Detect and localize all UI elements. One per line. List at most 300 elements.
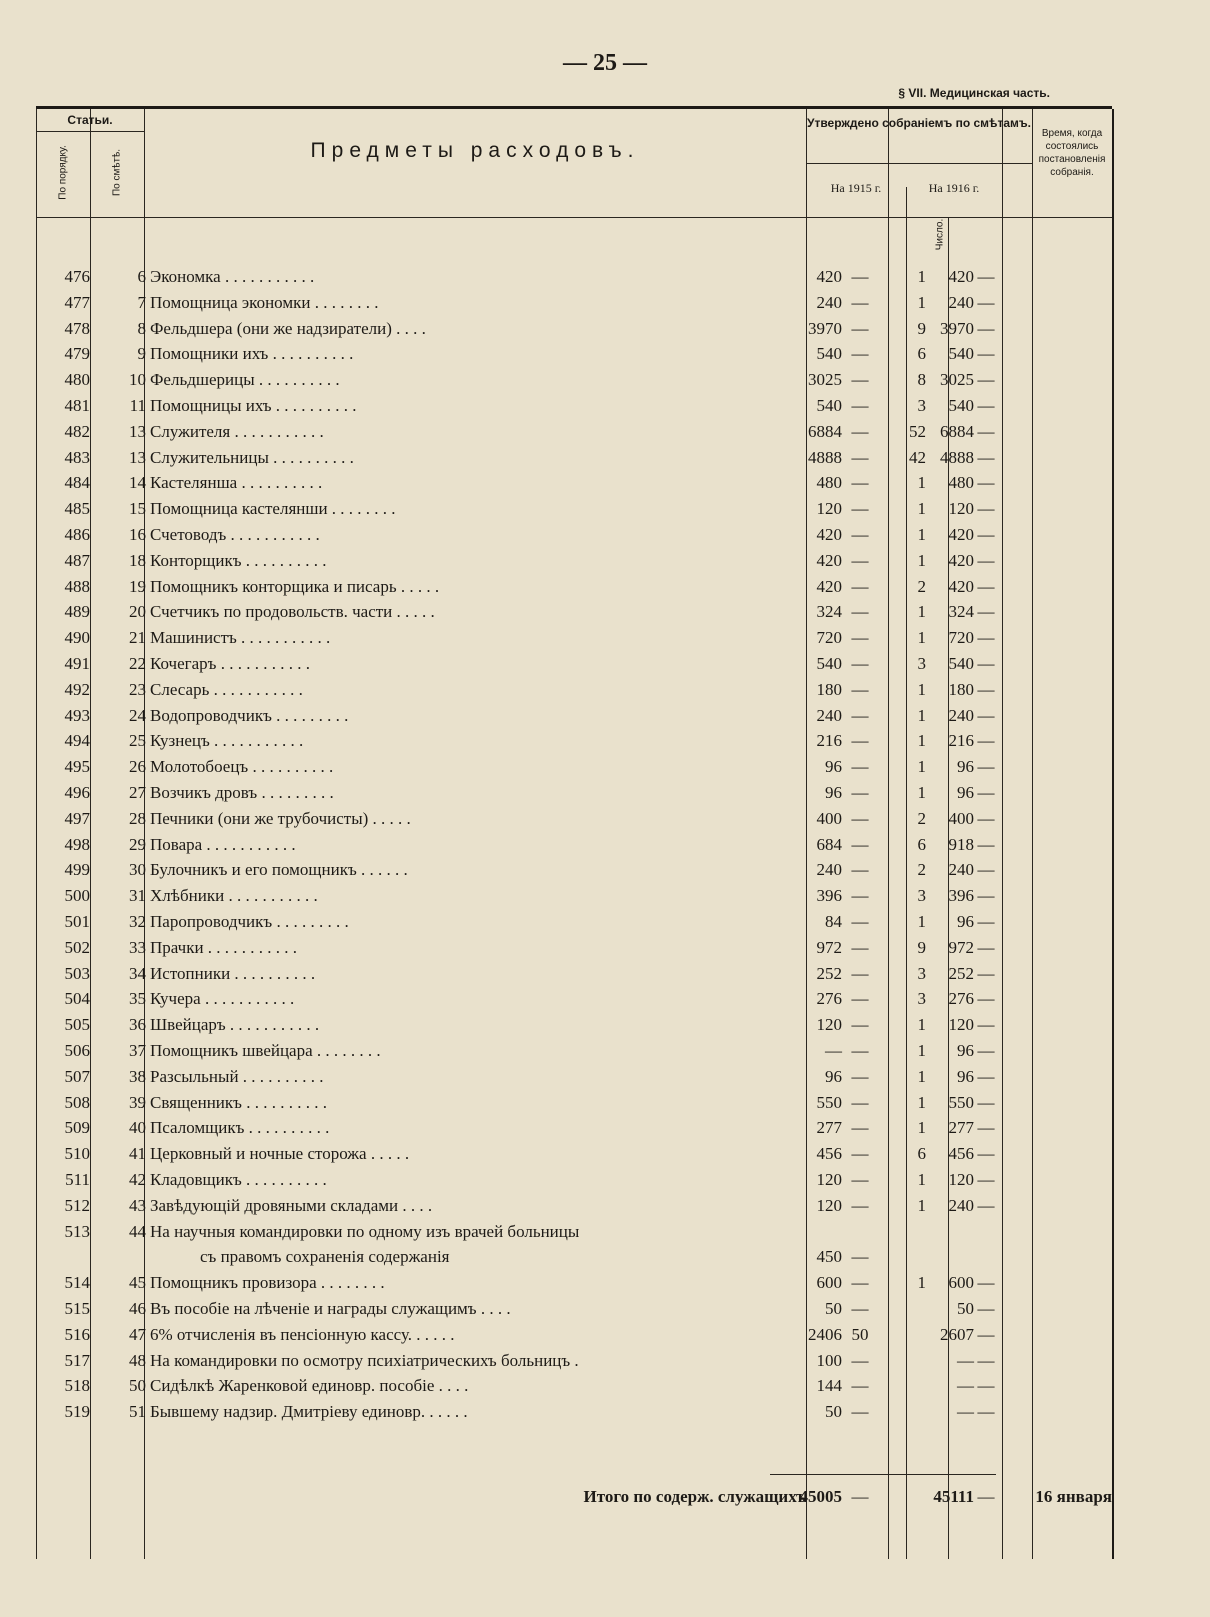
kopecks-1916: — (977, 1118, 995, 1138)
kopecks-1916: — (977, 292, 995, 312)
amount-1915: 972 (816, 937, 842, 957)
estimate-number: 29 (129, 834, 146, 854)
kopecks-1915: — (851, 292, 869, 312)
row-number: 493 (64, 705, 90, 725)
kopecks-1915: 50 (851, 1324, 869, 1344)
item-name: Помощницы ихъ . . . . . . . . . . (150, 396, 357, 415)
staff-count: 8 (917, 370, 926, 390)
amount-1916: 972 (948, 937, 974, 957)
row-number: 479 (64, 344, 90, 364)
item-name: Служителя . . . . . . . . . . . (150, 421, 324, 441)
table-row (36, 1348, 1112, 1374)
amount-1916: 540 (948, 654, 974, 673)
amount-1915: 276 (816, 989, 842, 1009)
amount-1915: 277 (816, 1118, 842, 1138)
row-number: 490 (64, 628, 90, 648)
table-row (36, 316, 1112, 342)
amount-1916: 324 (948, 602, 974, 622)
row-number: 506 (64, 1041, 90, 1060)
staff-count: 1 (917, 679, 926, 699)
kopecks-1916: — (977, 654, 995, 673)
kopecks-1916: — (977, 525, 995, 544)
table-row (36, 1270, 1112, 1296)
row-number: 512 (64, 1195, 90, 1215)
amount-1916: 400 (948, 808, 974, 828)
header-time: Время, когда состоялись постановленія собранія. (1038, 128, 1106, 178)
row-number: 499 (64, 860, 90, 880)
staff-count: 1 (917, 499, 926, 519)
estimate-number: 37 (129, 1041, 146, 1060)
table-row (36, 728, 1112, 754)
kopecks-1916: — (977, 679, 995, 699)
row-line (36, 131, 144, 132)
table-row (36, 341, 1112, 367)
amount-1916: 216 (948, 731, 974, 751)
staff-count: 52 (909, 421, 926, 441)
amount-1916: 180 (948, 679, 974, 699)
amount-1916: 50 (957, 1299, 974, 1318)
kopecks-1915: — (851, 421, 869, 441)
kopecks-1915: — (851, 1299, 869, 1318)
row-number: 497 (64, 808, 90, 828)
estimate-number: 8 (137, 318, 146, 338)
kopecks-1915: — (851, 344, 869, 364)
item-name: Сидѣлкѣ Жаренковой единовр. пособіе . . . . (150, 1376, 469, 1396)
estimate-number: 19 (129, 576, 146, 596)
amount-1916: 252 (948, 963, 974, 983)
row-number: 518 (64, 1376, 90, 1396)
kopecks-1916: — (977, 344, 995, 364)
header-bottom-line (36, 217, 1112, 218)
item-name: Прачки . . . . . . . . . . . (150, 937, 298, 957)
staff-count: 1 (917, 473, 926, 493)
amount-1915: 456 (816, 1144, 842, 1164)
header-year-1916: На 1916 г. (928, 181, 980, 195)
kopecks-1915: — (851, 886, 869, 906)
row-number: 505 (64, 1015, 90, 1035)
estimate-number: 25 (129, 731, 146, 751)
amount-1915: 3025 (808, 370, 842, 390)
row-number: 501 (64, 912, 90, 931)
amount-1916: 96 (957, 783, 974, 802)
kopecks-1915: — (851, 1015, 869, 1035)
item-name: Счетоводъ . . . . . . . . . . . (150, 525, 320, 544)
amount-1916: 540 (948, 396, 974, 415)
table-row (36, 470, 1112, 496)
amount-1915: 96 (825, 1066, 842, 1086)
kopecks-1915: — (851, 1273, 869, 1293)
item-name: Швейцаръ . . . . . . . . . . . (150, 1015, 320, 1035)
amount-1915: 120 (816, 499, 842, 519)
row-number: 507 (64, 1066, 90, 1086)
estimate-number: 7 (137, 292, 146, 312)
staff-count: 1 (917, 912, 926, 931)
kopecks-1916: — (977, 1092, 995, 1112)
table-row (36, 754, 1112, 780)
kopecks-1915: — (851, 1066, 869, 1086)
table-row (36, 1373, 1112, 1399)
amount-1916: 600 (948, 1273, 974, 1293)
total-1915: 45005 (799, 1487, 842, 1506)
estimate-number: 45 (129, 1273, 146, 1293)
staff-count: 1 (917, 1015, 926, 1035)
kopecks-1916: — (977, 989, 995, 1009)
table-row (36, 677, 1112, 703)
staff-count: 3 (917, 963, 926, 983)
kopecks-1915: — (851, 499, 869, 519)
table-row (36, 806, 1112, 832)
total-rule (770, 1474, 996, 1475)
kopecks-1916: — (977, 473, 995, 493)
kopecks-1916: — (977, 860, 995, 880)
estimate-number: 51 (129, 1402, 146, 1422)
estimate-number: 35 (129, 989, 146, 1009)
estimate-number: 16 (129, 525, 146, 544)
amount-1915: 2406 (808, 1324, 842, 1344)
kopecks-1915: — (851, 654, 869, 673)
table-row (36, 1296, 1112, 1322)
estimate-number: 10 (129, 370, 146, 390)
table-row (36, 393, 1112, 419)
amount-1915: 540 (816, 396, 842, 415)
staff-count: 1 (917, 267, 926, 286)
kopecks-1916: — (977, 1299, 995, 1318)
staff-count: 1 (917, 292, 926, 312)
kopecks-1916: — (977, 1402, 995, 1422)
item-name: На командировки по осмотру психіатрическихъ больницъ . (150, 1350, 579, 1370)
staff-count: 1 (917, 525, 926, 544)
page-number: — 25 — (563, 50, 647, 76)
item-name: Экономка . . . . . . . . . . . (150, 267, 315, 286)
amount-1916: 3025 (940, 370, 974, 390)
staff-count: 3 (917, 654, 926, 673)
kopecks-1916: — (977, 499, 995, 519)
row-number: 477 (64, 292, 90, 312)
staff-count: 1 (917, 705, 926, 725)
estimate-number: 22 (129, 654, 146, 673)
amount-1916: 240 (948, 1195, 974, 1215)
estimate-number: 48 (129, 1350, 146, 1370)
estimate-number: 11 (129, 396, 146, 415)
row-number: 494 (64, 731, 90, 751)
row-number: 486 (64, 525, 90, 544)
row-number: 481 (64, 396, 90, 415)
item-name: На научныя командировки по одному изъ врачей больницы (150, 1221, 580, 1241)
kopecks-1916: — (977, 1066, 995, 1086)
staff-count: 3 (917, 886, 926, 906)
row-number: 492 (64, 679, 90, 699)
header-po-poryadku: По порядку. (57, 145, 69, 200)
row-number: 509 (64, 1118, 90, 1138)
table-row (36, 1141, 1112, 1167)
kopecks-1916: — (977, 757, 995, 777)
total-row (36, 1484, 1112, 1510)
table-row (36, 1399, 1112, 1425)
table-row (36, 857, 1112, 883)
amount-1916: 120 (948, 1170, 974, 1189)
item-name: Молотобоецъ . . . . . . . . . . (150, 757, 334, 777)
estimate-number: 23 (129, 679, 146, 699)
staff-count: 1 (917, 602, 926, 622)
kopecks-1915: — (851, 1041, 869, 1060)
amount-1915: 240 (816, 860, 842, 880)
staff-count: 9 (917, 937, 926, 957)
kopecks-1915: — (851, 267, 869, 286)
kopecks-1915: — (851, 1247, 869, 1267)
table-row (36, 935, 1112, 961)
staff-count: 1 (917, 757, 926, 777)
table-row (36, 1322, 1112, 1348)
estimate-number: 43 (129, 1195, 146, 1215)
header-predmety: Предметы расходовъ. (310, 139, 640, 162)
table-row (36, 883, 1112, 909)
kopecks-1915: — (851, 525, 869, 544)
kopecks-1915: — (851, 370, 869, 390)
kopecks-1915: — (851, 963, 869, 983)
kopecks-1916: — (977, 834, 995, 854)
table-row (36, 1012, 1112, 1038)
kopecks-1915: — (851, 860, 869, 880)
amount-1916: 240 (948, 705, 974, 725)
amount-1915: 120 (816, 1170, 842, 1189)
kopecks-1916: — (977, 783, 995, 802)
kopecks-1915: — (851, 808, 869, 828)
row-number: 502 (64, 937, 90, 957)
staff-count: 2 (917, 860, 926, 880)
item-name: Булочникъ и его помощникъ . . . . . . (150, 860, 408, 880)
item-name: Бывшему надзир. Дмитріеву единовр. . . . . . (150, 1402, 468, 1422)
kopecks-1915: — (851, 447, 869, 467)
row-number: 487 (64, 550, 90, 570)
estimate-number: 44 (129, 1221, 146, 1241)
amount-1916: 540 (948, 344, 974, 364)
amount-1915: 252 (816, 963, 842, 983)
row-number: 495 (64, 757, 90, 777)
staff-count: 3 (917, 989, 926, 1009)
table-row (36, 961, 1112, 987)
row-number: 489 (64, 602, 90, 622)
amount-1915: 240 (816, 705, 842, 725)
staff-count: 1 (917, 1118, 926, 1138)
item-name: Завѣдующій дровяными складами . . . . (150, 1195, 433, 1215)
amount-1915: 540 (816, 344, 842, 364)
kopecks-1916: — (977, 1015, 995, 1035)
amount-1916: — (957, 1376, 974, 1396)
amount-1916: 96 (957, 1041, 974, 1060)
kopecks-1915: — (851, 473, 869, 493)
kopecks-1915: — (851, 705, 869, 725)
kopecks-1916: — (977, 602, 995, 622)
amount-1916: 276 (948, 989, 974, 1009)
kopecks-1915: — (851, 628, 869, 648)
amount-1915: 4888 (808, 447, 842, 467)
table-row (36, 1038, 1112, 1064)
amount-1915: 6884 (808, 421, 842, 441)
item-name: Возчикъ дровъ . . . . . . . . . (150, 783, 334, 802)
kopecks-1915: — (851, 834, 869, 854)
amount-1916: 96 (957, 912, 974, 931)
item-name: Служительницы . . . . . . . . . . (150, 447, 354, 467)
table-row (36, 986, 1112, 1012)
amount-1915: 50 (825, 1402, 842, 1422)
kopecks-1915: — (851, 318, 869, 338)
kopecks-1915: — (851, 602, 869, 622)
estimate-number: 33 (129, 937, 146, 957)
header-stati: Статьи. (67, 113, 113, 127)
item-name: Помощники ихъ . . . . . . . . . . (150, 344, 354, 364)
amount-1916: 277 (948, 1118, 974, 1138)
row-number: 504 (64, 989, 90, 1009)
row-number: 476 (64, 267, 90, 286)
estimate-number: 46 (129, 1299, 146, 1318)
kopecks-1916: — (977, 912, 995, 931)
row-number: 500 (64, 886, 90, 906)
kopecks-1915: — (851, 757, 869, 777)
amount-1915: 216 (816, 731, 842, 751)
kopecks-1916: — (977, 628, 995, 648)
item-name: Водопроводчикъ . . . . . . . . . (150, 705, 349, 725)
amount-1916: 420 (948, 576, 974, 596)
amount-1915: 100 (816, 1350, 842, 1370)
amount-1915: 120 (816, 1015, 842, 1035)
estimate-number: 50 (129, 1376, 146, 1396)
amount-1916: 720 (948, 628, 974, 648)
amount-1915: 450 (816, 1247, 842, 1267)
item-name: Помощникъ швейцара . . . . . . . . (150, 1041, 381, 1060)
amount-1915: 396 (816, 886, 842, 906)
amount-1915: 144 (816, 1376, 842, 1396)
estimate-number: 18 (129, 550, 146, 570)
kopecks-1915: — (851, 1402, 869, 1422)
kopecks-1915: — (851, 989, 869, 1009)
kopecks-1916: — (977, 1170, 995, 1189)
estimate-number: 26 (129, 757, 146, 777)
table-row (36, 651, 1112, 677)
total-label: Итого по содерж. служащихъ (583, 1487, 806, 1506)
item-name: Конторщикъ . . . . . . . . . . (150, 550, 327, 570)
table-row (36, 1115, 1112, 1141)
table-row (36, 780, 1112, 806)
estimate-number: 39 (129, 1092, 146, 1112)
amount-1915: 420 (816, 267, 842, 286)
kopecks-1915: — (851, 679, 869, 699)
kopecks-1915: — (851, 1350, 869, 1370)
amount-1915: 324 (816, 602, 842, 622)
estimate-number: 20 (129, 602, 146, 622)
item-name: Слесарь . . . . . . . . . . . (150, 679, 303, 699)
amount-1916: 550 (948, 1092, 974, 1112)
kopecks-1915: — (851, 576, 869, 596)
item-name: Кочегаръ . . . . . . . . . . . (150, 654, 310, 673)
total-1915-kop: — (851, 1487, 869, 1506)
item-name: Кузнецъ . . . . . . . . . . . (150, 731, 304, 751)
table-row (36, 548, 1112, 574)
table-row (36, 1167, 1112, 1193)
table-row (36, 625, 1112, 651)
amount-1916: 396 (948, 886, 974, 906)
kopecks-1916: — (977, 1041, 995, 1060)
estimate-number: 24 (129, 705, 146, 725)
amount-1915: 84 (825, 912, 842, 931)
amount-1915: 550 (816, 1092, 842, 1112)
kopecks-1915: — (851, 1144, 869, 1164)
estimate-number: 15 (129, 499, 146, 519)
header-approved: Утверждено собраніемъ по смѣтамъ. (807, 116, 1031, 130)
estimate-number: 31 (129, 886, 146, 906)
kopecks-1916: — (977, 447, 995, 467)
table-row (36, 419, 1112, 445)
kopecks-1916: — (977, 705, 995, 725)
kopecks-1916: — (977, 1350, 995, 1370)
table-row (36, 599, 1112, 625)
row-line (806, 163, 1032, 164)
kopecks-1916: — (977, 267, 995, 286)
staff-count: 42 (909, 447, 926, 467)
total-1916: 45111 (933, 1487, 974, 1506)
staff-count: 1 (917, 550, 926, 570)
item-name: съ правомъ сохраненія содержанія (200, 1247, 450, 1267)
item-name: Въ пособіе на лѣченіе и награды служащимъ . . . . (150, 1299, 511, 1318)
staff-count: 2 (917, 808, 926, 828)
staff-count: 1 (917, 1041, 926, 1060)
amount-1915: 3970 (808, 318, 842, 338)
row-number: 513 (64, 1221, 90, 1241)
staff-count: 1 (917, 1092, 926, 1112)
staff-count: 6 (917, 344, 926, 364)
table-row (36, 367, 1112, 393)
estimate-number: 14 (129, 473, 146, 493)
amount-1915: 180 (816, 679, 842, 699)
kopecks-1916: — (977, 808, 995, 828)
kopecks-1916: — (977, 1144, 995, 1164)
kopecks-1915: — (851, 1170, 869, 1189)
row-number: 478 (64, 318, 90, 338)
table-row (36, 1244, 1112, 1270)
amount-1916: 120 (948, 1015, 974, 1035)
amount-1915: 420 (816, 525, 842, 544)
amount-1915: 96 (825, 757, 842, 777)
row-number: 482 (64, 421, 90, 441)
amount-1916: 420 (948, 550, 974, 570)
staff-count: 1 (917, 628, 926, 648)
kopecks-1915: — (851, 1118, 869, 1138)
row-number: 483 (64, 447, 90, 467)
amount-1916: 240 (948, 860, 974, 880)
kopecks-1916: — (977, 576, 995, 596)
kopecks-1916: — (977, 963, 995, 983)
item-name: Фельдшера (они же надзиратели) . . . . (150, 318, 426, 338)
item-name: Церковный и ночные сторожа . . . . . (150, 1144, 410, 1164)
kopecks-1916: — (977, 421, 995, 441)
estimate-number: 6 (137, 267, 146, 286)
item-name: Разсыльный . . . . . . . . . . (150, 1066, 324, 1086)
staff-count: 6 (917, 1144, 926, 1164)
amount-1916: 240 (948, 292, 974, 312)
kopecks-1916: — (977, 370, 995, 390)
item-name: Фельдшерицы . . . . . . . . . . (150, 370, 340, 390)
amount-1916: 456 (948, 1144, 974, 1164)
estimate-number: 13 (129, 447, 146, 467)
item-name: Счетчикъ по продовольств. части . . . . . (150, 602, 435, 622)
amount-1915: — (825, 1041, 842, 1060)
amount-1915: 540 (816, 654, 842, 673)
item-name: Кастелянша . . . . . . . . . . (150, 473, 323, 493)
amount-1915: 420 (816, 550, 842, 570)
staff-count: 1 (917, 1195, 926, 1215)
staff-count: 1 (917, 731, 926, 751)
staff-count: 2 (917, 576, 926, 596)
amount-1916: 96 (957, 757, 974, 777)
